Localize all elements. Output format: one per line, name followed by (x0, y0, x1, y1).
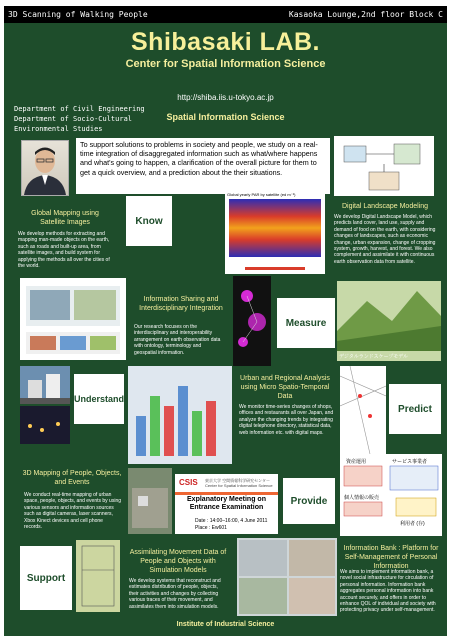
point-cloud-image (128, 468, 172, 534)
know-label: Know (126, 196, 172, 246)
csis-org: 東京大学 空間情報科学研究センター Center for Spatial Information Science (205, 478, 273, 488)
exam-notice (175, 474, 278, 534)
city-photo-image (20, 366, 70, 404)
urban-analysis-title: Urban and Regional Analysis using Micro Spatio-Temporal Data (240, 375, 330, 400)
center-subtitle: Center for Spatial Information Science (125, 58, 326, 70)
poster (4, 6, 447, 636)
dept-line: Department of Civil Engineering (14, 105, 145, 113)
3d-buildings-image (128, 366, 232, 464)
footer-institute: Institute of Industrial Science (176, 621, 275, 628)
portrait-photo (21, 140, 69, 196)
exam-band (175, 492, 278, 495)
map-caption: Global yearly PAR by satellite (ed m⁻²) (227, 192, 296, 197)
understand-label: Understand (74, 374, 124, 424)
bank-label: 個人情報の販売 (344, 495, 380, 501)
support-label: Support (20, 546, 72, 610)
exam-place: Place : Ew601 (195, 525, 227, 531)
dept-line: Department of Socio-Cultural (14, 115, 133, 123)
header-left: 3D Scanning of Walking People (8, 10, 148, 19)
top-bar (4, 6, 447, 23)
csis-logo: CSIS (179, 478, 198, 487)
bank-label: サービス事業者 (392, 459, 428, 465)
provide-label: Provide (283, 478, 335, 524)
world-map-image (225, 192, 325, 274)
information-bank-title: Information Bank : Platform for Self-Management of Personal Information (343, 545, 439, 570)
lab-title: Shibasaki LAB. (131, 28, 320, 56)
intro-text: To support solutions to problems in society and people, we study on a real-time integration of disaggregated information such as what/where happens and what's going to happen, a clarification of the overall picture for them to get a quick overview, and a prediction about the their situations. (76, 138, 330, 194)
3d-mapping-title: 3D Mapping of People, Objects, and Events (22, 470, 122, 486)
urban-analysis-text: We monitor time-series changes of shops, offices and restaurants all over Japan, and analyze the changing trends by integrating digital telephone directory, statistical data, web information etc. with digital maps. (239, 404, 334, 436)
network-image (233, 276, 271, 366)
information-bank-diagram (340, 454, 442, 536)
exam-details (195, 518, 267, 532)
exam-heading: Explanatory Meeting on Entrance Examination (187, 496, 266, 511)
global-mapping-text: We develop methods for extracting and mapping man-made objects on the earth, such as roads and built-up area, from satellite images, and build system for applying the methods all over the cities of the world. (18, 231, 110, 270)
bank-label: 資産運用 (346, 459, 367, 465)
lab-url[interactable]: http://shiba.iis.u-tokyo.ac.jp (177, 93, 274, 102)
bank-label: 利用者 (存) (400, 521, 425, 527)
shops-map-image (340, 366, 386, 454)
information-bank-text: We aims to implement information bank, a novel social infrastructure for circulation of personal information. Information bank aggregates personal information into bank account securely, and offers in order to enhance QOL of individual and society with protecting privacy under self-management. (340, 569, 436, 614)
global-mapping-title: Global Mapping using Satellite Images (31, 210, 99, 226)
spatial-subtitle: Spatial Information Science (166, 112, 285, 122)
departments (14, 104, 145, 134)
satellite-mapping-image (20, 278, 126, 360)
measure-label: Measure (277, 298, 335, 348)
info-sharing-text: Our research focuses on the interdisciplinary and interoperability arrangement on earth observation data with ontology, terminology and geospatial information. (134, 324, 221, 356)
digital-landscape-text: We develop Digital Landscape Model, which predicts land cover, land use, supply and demand of food on the earth, with considering changes of landscapes, such as economic change, urban expansion, change of cropping system, growth, harvest, and forest. We also complement and assimilate it with continuous earth observation data from satellite. (334, 214, 436, 265)
exam-date: Date : 14:00–16:00, 4 June 2011 (195, 518, 268, 524)
assimilating-title: Assimilating Movement Data of People and Objects with Simulation Models (129, 549, 227, 574)
dlm-caption: デジタルランドスケープモデル (339, 354, 408, 360)
crowd-photos-image (237, 538, 337, 616)
predict-label: Predict (389, 384, 441, 434)
3d-mapping-text: We conduct real-time mapping of urban space, people, objects, and events by using various sensors and information sources such as digital cameras, laser scanners, Xbox Kinect devices and cell phone records. (24, 492, 122, 531)
digital-landscape-title: Digital Landscape Modeling (342, 203, 428, 210)
floor-plan-image (76, 540, 120, 612)
landscape-model-image (337, 281, 441, 361)
header-right: Kasaoka Lounge,2nd floor Block C (288, 10, 443, 19)
diagram-image-top-right (334, 136, 434, 196)
info-sharing-title: Information Sharing and Interdisciplinary Integration (139, 296, 223, 312)
dept-line: Environmental Studies (14, 125, 103, 133)
night-city-image (20, 406, 70, 444)
assimilating-text: We develop systems that reconstruct and estimates distribution of people, objects, their activities and changes by collecting various traces of their movement, and assimilates them into simulation models. (129, 578, 221, 610)
